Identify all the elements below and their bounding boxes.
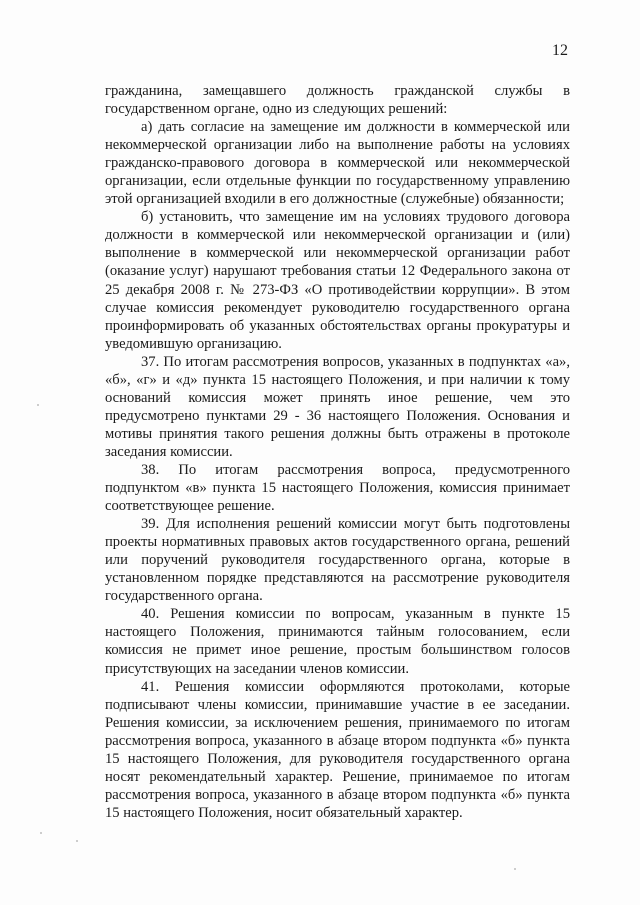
paragraph-subitem-a: а) дать согласие на замещение им должности в коммерческой или некоммерческой организации либо на выполнение работы на условиях гражданско-правового договора в коммерческой или некоммерческой организации, если отдельные функции по государственному управлению этой организацией входили в его должностные (служебные) обязанности; (105, 119, 570, 208)
paragraph-item-39: 39. Для исполнения решений комиссии могут быть подготовлены проекты нормативных правовых актов государственного органа, решений или поручений руководителя государственного органа, которые в установленном порядке представляются на рассмотрение руководителя государственного органа. (105, 516, 570, 605)
paragraph-item-41: 41. Решения комиссии оформляются протоколами, которые подписывают члены комиссии, принимавшие участие в ее заседании. Решения комиссии, за исключением решения, принимаемого по итогам рассмотрения вопроса, указанного в абзаце втором подпункта «б» пункта 15 настоящего Положения, для руководителя государственного органа носят рекомендательный характер. Решение, принимаемое по итогам рассмотрения вопроса, указанного в абзаце втором подпункта «б» пункта 15 настоящего Положения, носит обязательный характер. (105, 678, 570, 821)
scan-speck (40, 832, 42, 834)
scan-speck (37, 404, 39, 406)
page-number: 12 (552, 42, 568, 59)
document-body (105, 82, 570, 822)
paragraph-item-38: 38. По итогам рассмотрения вопроса, предусмотренного подпунктом «в» пункта 15 настоящего Положения, комиссия принимает соответствующее решение. (105, 461, 570, 515)
paragraph-item-37: 37. По итогам рассмотрения вопросов, указанных в подпунктах «а», «б», «г» и «д» пункта 15 настоящего Положения, и при наличии к тому оснований комиссия может принять иное решение, чем это предусмотрено пунктами 29 - 36 настоящего Положения. Основания и мотивы принятия такого решения должны быть отражены в протоколе заседания комиссии. (105, 353, 570, 460)
paragraph-subitem-b: б) установить, что замещение им на условиях трудового договора должности в коммерческой или некоммерческой организации и (или) выполнение в коммерческой или некоммерческой организации работ (оказание услуг) нарушают требования статьи 12 Федерального закона от 25 декабря 2008 г. № 273-ФЗ «О противодействии коррупции». В этом случае комиссия рекомендует руководителю государственного органа проинформировать об указанных обстоятельствах органы прокуратуры и уведомившую организацию. (105, 209, 570, 352)
scan-speck (514, 868, 516, 870)
scan-speck (76, 840, 78, 842)
paragraph-intro: гражданина, замещавшего должность гражданской службы в государственном органе, одно из следующих решений: (105, 83, 570, 118)
paragraph-item-40: 40. Решения комиссии по вопросам, указанным в пункте 15 настоящего Положения, принимаются тайным голосованием, если комиссия не примет иное решение, простым большинством голосов присутствующих на заседании членов комиссии. (105, 606, 570, 677)
